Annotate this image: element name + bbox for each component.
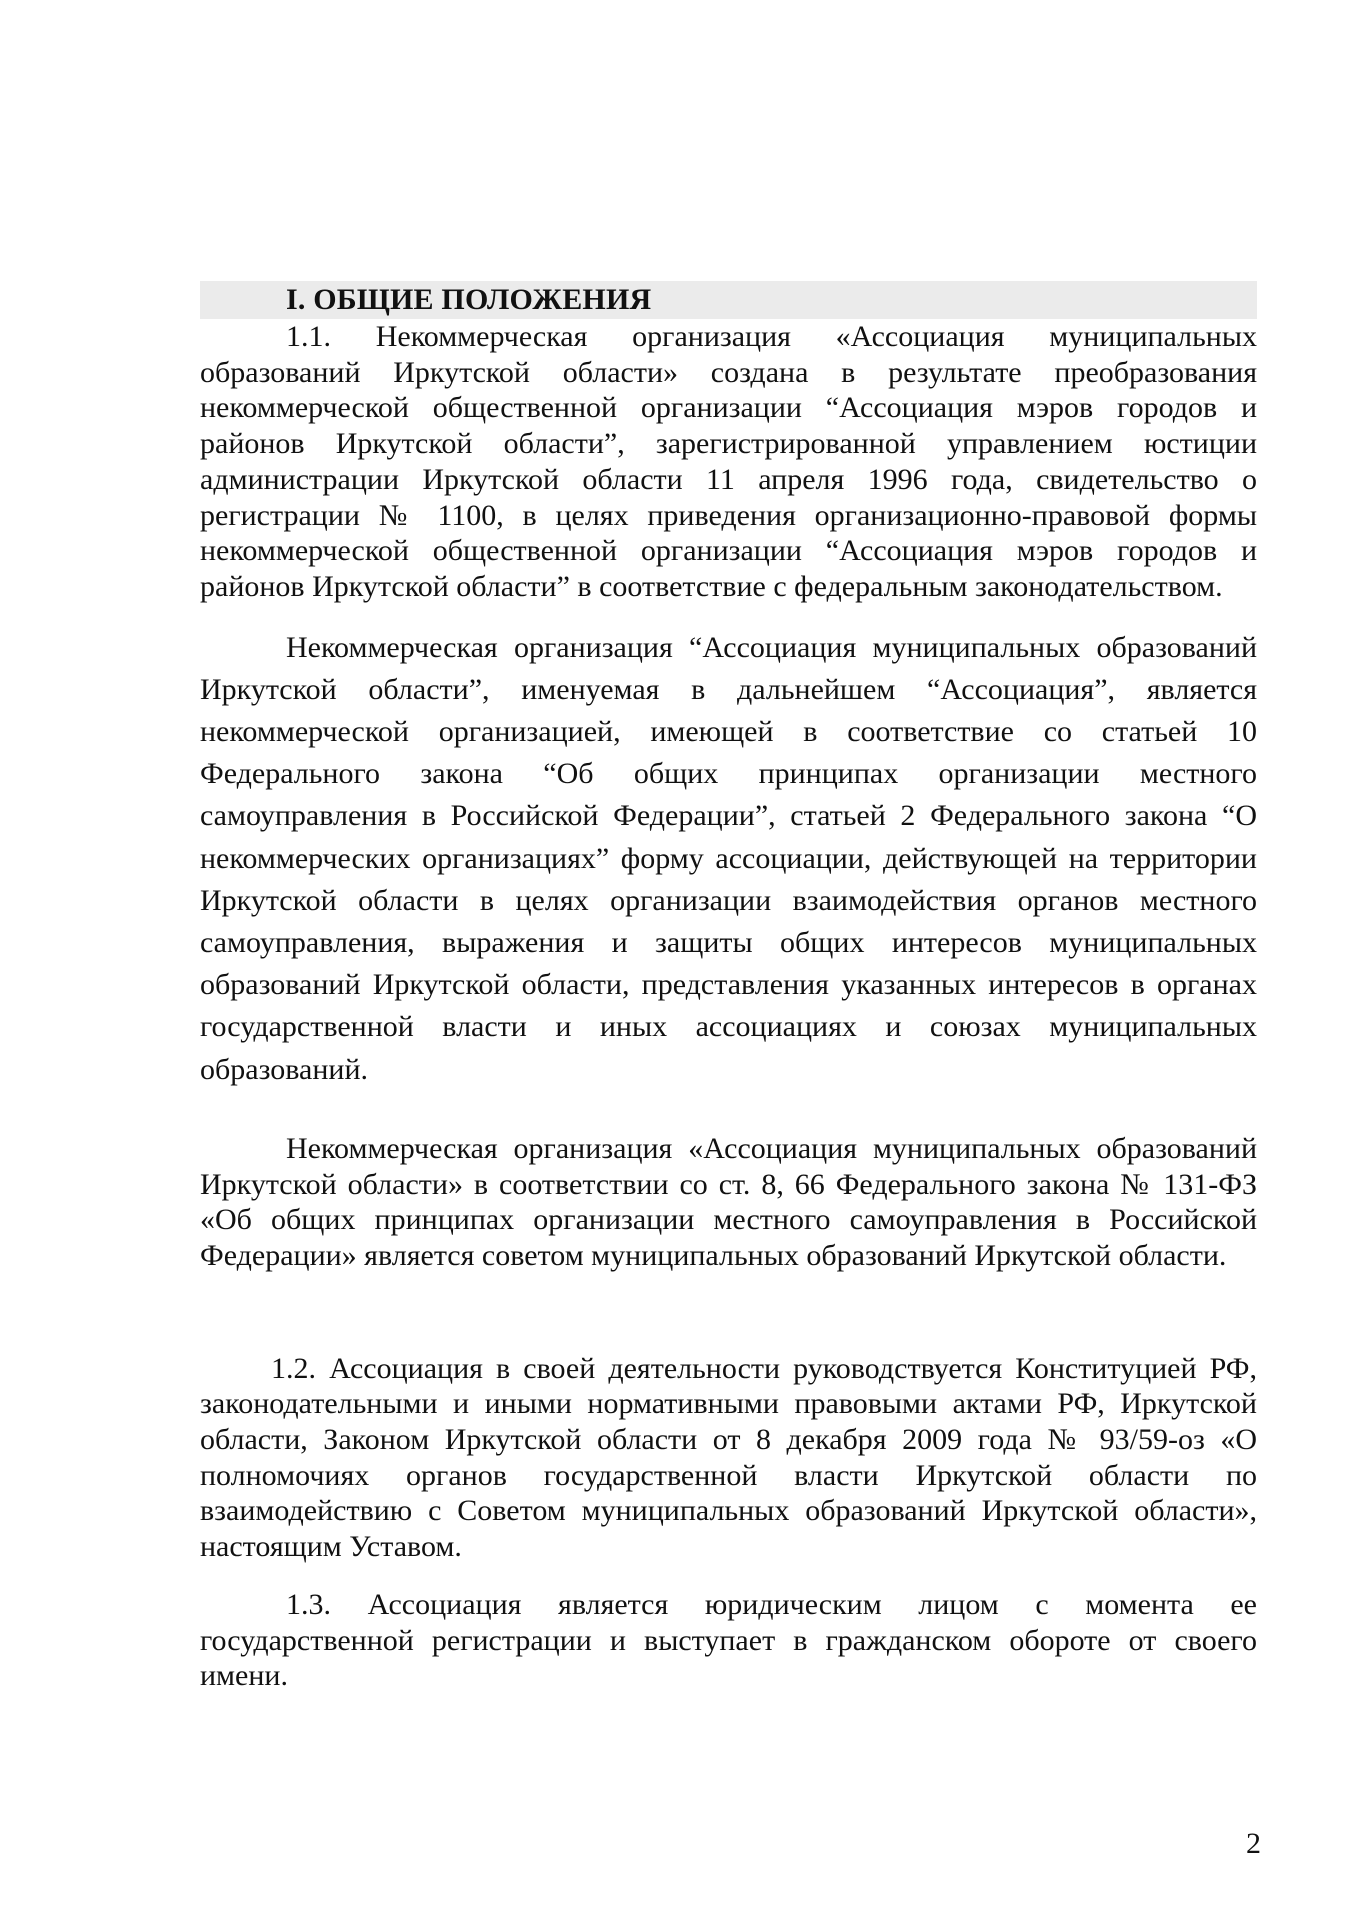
paragraph-association-definition: Некоммерческая организация “Ассоциация муниципальных образований Иркутской области”, именуемая в дальнейшем “Ассоциация”, является некоммерческой организацией, имеющей в соответствие со статьей 10 Федерального закона “Об общих принципах организации местного самоуправления в Российской Федерации”, статьей 2 Федерального закона “О некоммерческих организациях” форму ассоциации, действующей на территории Иркутской области в целях организации взаимодействия органов местного самоуправления, выражения и защиты общих интересов муниципальных образований Иркутской области, представления указанных интересов в органах государственной власти и иных ассоциациях и союзах муниципальных образований. <box>200 630 1257 1086</box>
paragraph-1-3: 1.3. Ассоциация является юридическим лицом с момента ее государственной регистрации и выступает в гражданском обороте от своего имени. <box>200 1587 1257 1693</box>
paragraph-1-1: 1.1. Некоммерческая организация «Ассоциация муниципальных образований Иркутской области» создана в результате преобразования некоммерческой общественной организации “Ассоциация мэров городов и районов Иркутской области”, зарегистрированной управлением юстиции администрации Иркутской области 11 апреля 1996 года, свидетельство о регистрации № 1100, в целях приведения организационно-правовой формы некоммерческой общественной организации “Ассоциация мэров городов и районов Иркутской области” в соответствие с федеральным законодательством. <box>200 320 1257 603</box>
page-content <box>200 281 1257 1694</box>
section-heading-bar <box>200 281 1257 319</box>
paragraph-council-status: Некоммерческая организация «Ассоциация муниципальных образований Иркутской области» в соответствии со ст. 8, 66 Федерального закона № 131-ФЗ «Об общих принципах организации местного самоуправления в Российской Федерации» является советом муниципальных образований Иркутской области. <box>200 1131 1257 1272</box>
page-number: 2 <box>1246 1827 1261 1860</box>
section-heading: I. ОБЩИЕ ПОЛОЖЕНИЯ <box>286 283 652 316</box>
paragraph-1-2: 1.2. Ассоциация в своей деятельности руководствуется Конституцией РФ, законодательными и иными нормативными правовыми актами РФ, Иркутской области, Законом Иркутской области от 8 декабря 2009 года № 93/59-оз «О полномочиях органов государственной власти Иркутской области по взаимодействию с Советом муниципальных образований Иркутской области», настоящим Уставом. <box>200 1351 1257 1564</box>
